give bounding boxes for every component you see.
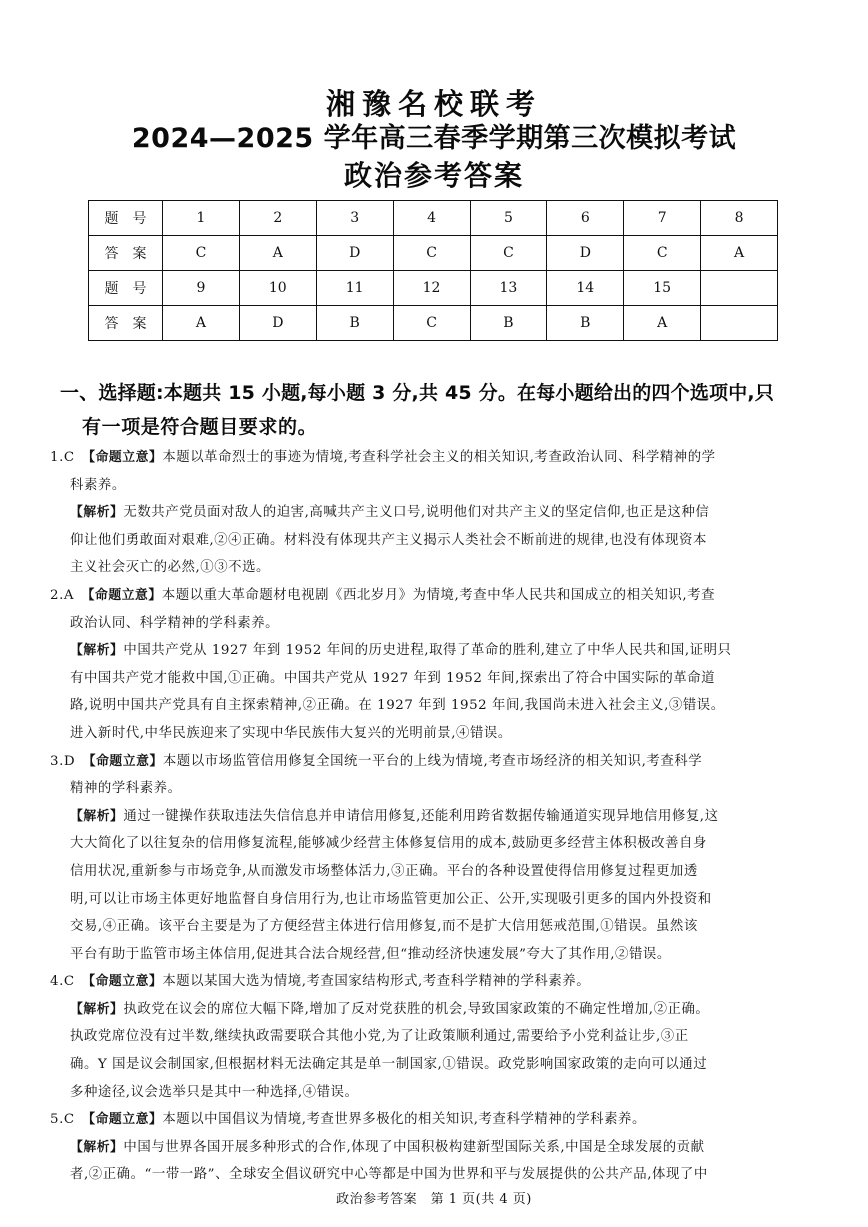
table-cell: A	[624, 306, 701, 341]
exam-union-title: 湘豫名校联考	[325, 87, 542, 121]
table-cell	[701, 271, 778, 306]
paragraph-line: 交易,④正确。该平台主要是为了方便经营主体进行信用修复,而不是扩大信用惩戒范围,①错误。虽然该	[70, 919, 698, 935]
paragraph-line: 明,可以让市场主体更好地监督自身信用行为,也让市场监管更加公正、公开,实现吸引更多的国内外投资和	[70, 891, 712, 907]
paragraph-line: 本题以中国倡议为情境,考查世界多极化的相关知识,考查科学精神的学科素养。	[162, 1112, 646, 1128]
table-cell: C	[470, 236, 547, 271]
paragraph-line: 无数共产党员面对敌人的迫害,高喊共产主义口号,说明他们对共产主义的坚定信仰,也正是这种信	[123, 505, 710, 521]
table-cell: 14	[547, 271, 624, 306]
table-cell: 10	[239, 271, 316, 306]
paragraph-line: 者,②正确。“一带一路”、全球安全倡议研究中心等都是中国为世界和平与发展提供的公共产品,体现了中	[70, 1167, 708, 1183]
table-cell: C	[624, 236, 701, 271]
table-cell: 3	[316, 201, 393, 236]
page-footer: 政治参考答案 第 1 页(共 4 页)	[336, 1192, 532, 1207]
mingti-label: 【命题立意】	[88, 587, 162, 603]
paragraph-line: 本题以某国大选为情境,考查国家结构形式,考查科学精神的学科素养。	[162, 974, 591, 990]
table-cell: 1	[163, 201, 240, 236]
table-cell: 7	[624, 201, 701, 236]
paragraph-line: 本题以市场监管信用修复全国统一平台的上线为情境,考查市场经济的相关知识,考查科学	[162, 753, 703, 769]
paragraph-line: 有中国共产党才能救中国,①正确。中国共产党从 1927 年到 1952 年间,探索出了符合中国实际的革命道	[70, 670, 716, 686]
paragraph-line: 仰让他们勇敢面对艰难,②④正确。材料没有体现共产主义揭示人类社会不断前进的规律,也没有体现资本	[70, 532, 707, 548]
item-number: 5.C	[50, 1112, 75, 1128]
answer-key-title: 政治参考答案	[343, 159, 524, 192]
paragraph-line: 执政党席位没有过半数,继续执政需要联合其他小党,为了让政策顺利通过,需要给予小党利益让步,③正	[70, 1029, 689, 1045]
paragraph-line: 多种途径,议会选举只是其中一种选择,④错误。	[70, 1084, 359, 1100]
table-cell: 13	[470, 271, 547, 306]
item-5-jiexi	[50, 1134, 820, 1162]
answer-table-row-numbers-1	[89, 201, 778, 236]
item-2-jiexi	[50, 637, 820, 665]
table-cell: 15	[624, 271, 701, 306]
section-heading-continued: 有一项是符合题目要求的。	[82, 416, 318, 438]
table-cell: A	[163, 306, 240, 341]
paragraph-line: 路,说明中国共产党具有自主探索精神,②正确。在 1927 年到 1952 年间,我国尚未进入社会主义,③错误。	[70, 698, 725, 714]
item-1-mingti	[50, 444, 820, 472]
paragraph-line: 精神的学科素养。	[70, 781, 182, 797]
paragraph-line: 进入新时代,中华民族迎来了实现中华民族伟大复兴的光明前景,④错误。	[70, 725, 512, 741]
item-number: 2.A	[50, 587, 75, 603]
item-5-mingti	[50, 1106, 820, 1134]
item-3-mingti	[50, 748, 820, 776]
jiexi-label: 【解析】	[70, 1001, 124, 1017]
table-cell: C	[163, 236, 240, 271]
item-number: 4.C	[50, 974, 75, 990]
paragraph-line: 信用状况,重新参与市场竞争,从而激发市场整体活力,③正确。平台的各种设置使得信用修复过程更加透	[70, 863, 698, 879]
paragraph-line: 通过一键操作获取违法失信信息并申请信用修复,还能利用跨省数据传输通道实现异地信用修复,这	[123, 808, 719, 824]
paragraph-line: 执政党在议会的席位大幅下降,增加了反对党获胜的机会,导致国家政策的不确定性增加,②正确。	[123, 1001, 710, 1017]
answer-label: 答案	[89, 306, 163, 341]
paragraph-line: 本题以重大革命题材电视剧《西北岁月》为情境,考查中华人民共和国成立的相关知识,考查	[161, 587, 716, 603]
exam-title: 2024—2025 学年高三春季学期第三次模拟考试	[131, 123, 737, 154]
item-4-mingti	[50, 968, 820, 996]
table-cell: 6	[547, 201, 624, 236]
jiexi-label: 【解析】	[70, 808, 124, 824]
table-cell: A	[701, 236, 778, 271]
table-cell: D	[239, 306, 316, 341]
table-cell: 8	[701, 201, 778, 236]
question-number-label: 题号	[89, 271, 163, 306]
table-cell	[701, 306, 778, 341]
paragraph-line: 确。Y 国是议会制国家,但根据材料无法确定其是单一制国家,①错误。政党影响国家政策的走向可以通过	[70, 1057, 708, 1073]
mingti-label: 【命题立意】	[88, 450, 163, 465]
paragraph-line: 政治认同、科学精神的学科素养。	[70, 615, 280, 631]
item-2-mingti	[50, 582, 820, 610]
mingti-label: 【命题立意】	[88, 1112, 163, 1128]
question-number-label: 题号	[89, 201, 163, 236]
table-cell: 11	[316, 271, 393, 306]
item-3-jiexi	[50, 803, 820, 831]
item-number: 3.D	[50, 753, 76, 769]
section-heading: 一、选择题:本题共 15 小题,每小题 3 分,共 45 分。在每小题给出的四个选项中,只	[60, 382, 775, 404]
table-cell: 12	[393, 271, 470, 306]
answer-label: 答案	[89, 236, 163, 271]
table-cell: 2	[239, 201, 316, 236]
answer-table	[88, 200, 778, 341]
table-cell: C	[393, 236, 470, 271]
table-cell: B	[470, 306, 547, 341]
paragraph-line: 主义社会灭亡的必然,①③不选。	[70, 560, 270, 576]
explanations	[50, 444, 820, 1189]
item-4-jiexi	[50, 996, 820, 1024]
table-cell: C	[393, 306, 470, 341]
paragraph-line: 中国与世界各国开展多种形式的合作,体现了中国积极构建新型国际关系,中国是全球发展的贡献	[123, 1139, 705, 1155]
table-cell: 9	[163, 271, 240, 306]
jiexi-label: 【解析】	[70, 505, 124, 521]
answer-table-row-numbers-2	[89, 271, 778, 306]
answer-table-row-answers-2	[89, 306, 778, 341]
paragraph-line: 平台有助于监管市场主体信用,促进其合法合规经营,但“推动经济快速发展”夸大了其作用,②错误。	[70, 946, 671, 962]
answer-table-row-answers-1	[89, 236, 778, 271]
paragraph-line: 科素养。	[70, 477, 126, 493]
paragraph-line: 大大简化了以往复杂的信用修复流程,能够减少经营主体修复信用的成本,鼓励更多经营主体积极改善自身	[70, 836, 707, 852]
table-cell: A	[239, 236, 316, 271]
paragraph-line: 中国共产党从 1927 年到 1952 年间的历史进程,取得了革命的胜利,建立了中华人民共和国,证明只	[123, 643, 732, 659]
table-cell: B	[547, 306, 624, 341]
table-cell: D	[547, 236, 624, 271]
jiexi-label: 【解析】	[70, 643, 124, 659]
item-1-jiexi	[50, 499, 820, 527]
table-cell: 5	[470, 201, 547, 236]
mingti-label: 【命题立意】	[89, 753, 163, 769]
table-cell: 4	[393, 201, 470, 236]
table-cell: D	[316, 236, 393, 271]
item-number: 1.C	[50, 450, 75, 465]
paragraph-line: 本题以革命烈士的事迹为情境,考查科学社会主义的相关知识,考查政治认同、科学精神的学	[162, 450, 716, 465]
jiexi-label: 【解析】	[70, 1139, 124, 1155]
mingti-label: 【命题立意】	[88, 974, 163, 990]
table-cell: B	[316, 306, 393, 341]
